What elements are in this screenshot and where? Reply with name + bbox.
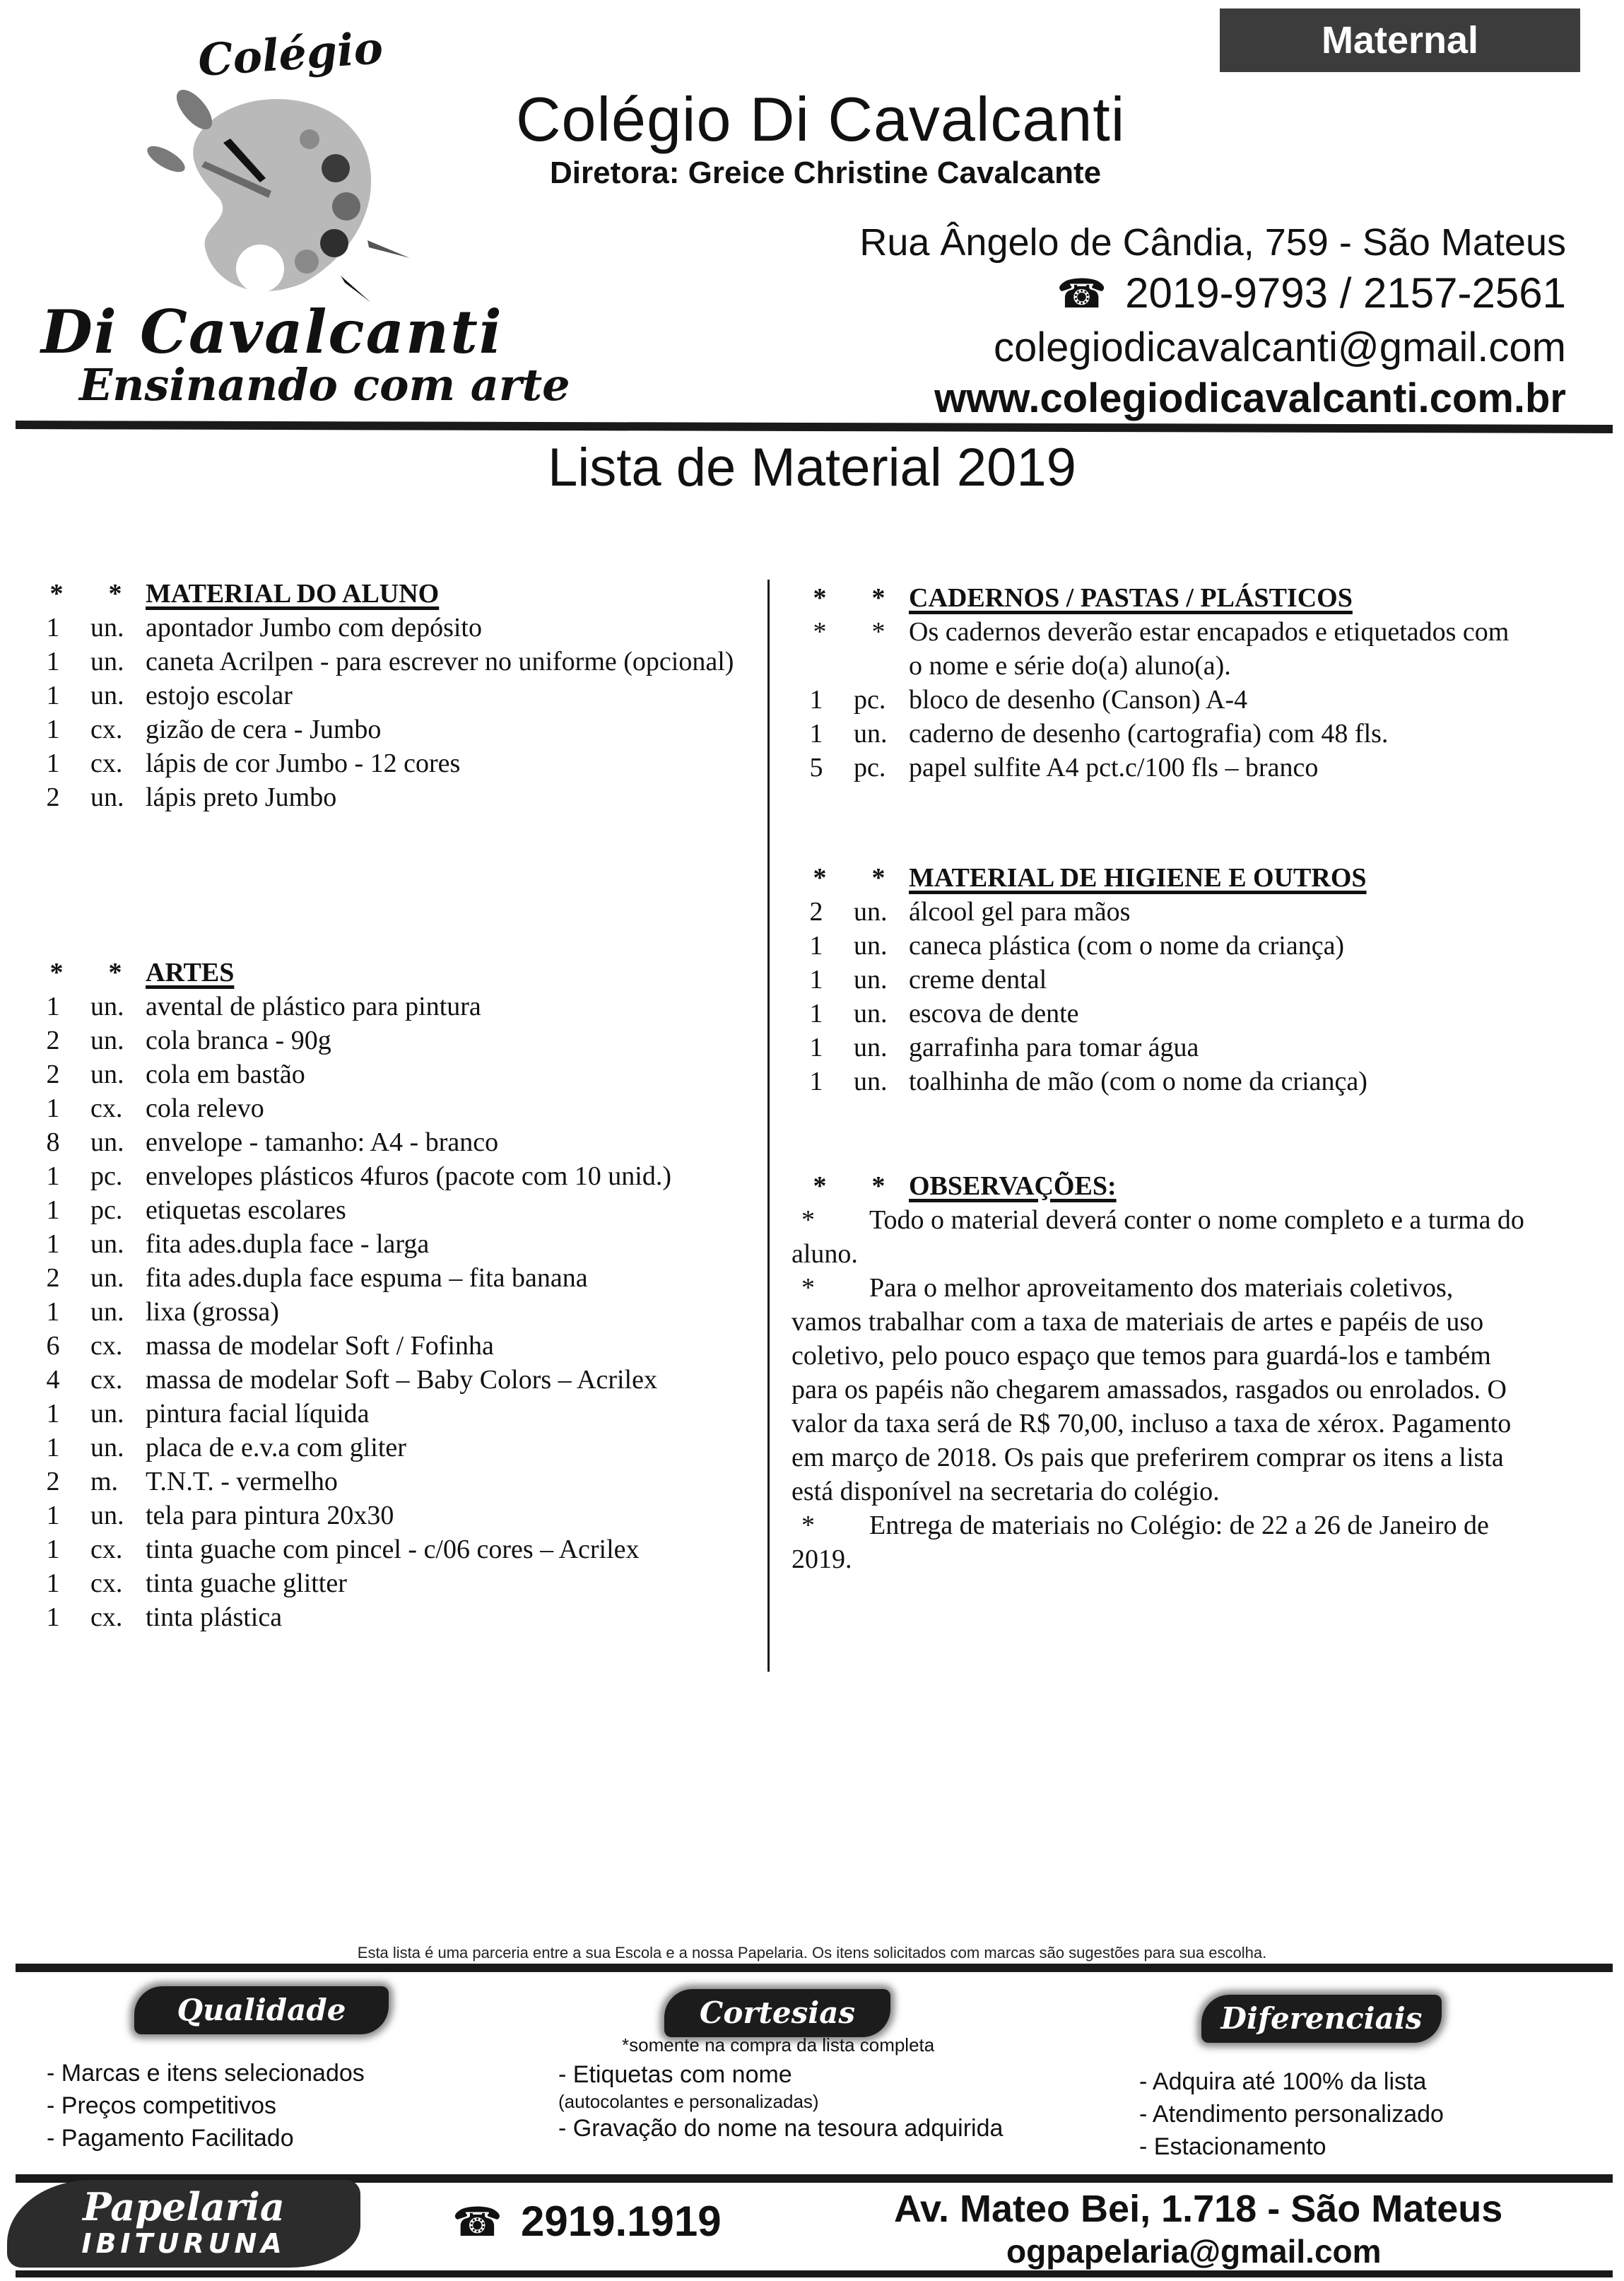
list-item [28, 746, 756, 780]
phone-numbers: 2019-9793 / 2157-2561 [1125, 269, 1566, 317]
bullet-icon: * [49, 579, 64, 609]
store-divider-bottom [16, 2270, 1613, 2277]
perk-item: - Adquira até 100% da lista [1139, 2068, 1427, 2095]
section-header-aluno [28, 577, 756, 611]
bullet-icon: * [871, 617, 885, 647]
item-unit: cx. [90, 1365, 123, 1395]
school-email[interactable]: colegiodicavalcanti@gmail.com [993, 324, 1566, 370]
list-item [28, 1600, 756, 1634]
list-artes [28, 990, 756, 1634]
list-item [792, 929, 1526, 963]
list-item [28, 679, 756, 713]
item-description: avental de plástico para pintura [146, 992, 481, 1021]
list-item [28, 1363, 756, 1397]
perk-item: - Atendimento personalizado [1139, 2101, 1444, 2128]
item-unit: un. [854, 999, 888, 1028]
item-unit: pc. [854, 685, 886, 715]
cortesias-list [558, 2058, 1003, 2145]
left-column [28, 577, 756, 1634]
item-quantity: 1 [46, 1229, 60, 1259]
item-quantity: 2 [46, 782, 60, 812]
list-item [28, 990, 756, 1024]
section-title: CADERNOS / PASTAS / PLÁSTICOS [909, 583, 1353, 613]
item-description: etiquetas escolares [146, 1195, 346, 1225]
item-description: caderno de desenho (cartografia) com 48 fls. [909, 719, 1389, 749]
bullet-icon: * [871, 863, 885, 893]
item-quantity: 2 [46, 1060, 60, 1089]
item-description: envelopes plásticos 4furos (pacote com 10 unid.) [146, 1161, 671, 1191]
list-item [28, 1397, 756, 1431]
item-unit: un. [854, 965, 888, 995]
section-header-artes [28, 956, 756, 990]
list-item [28, 1295, 756, 1329]
list-item [28, 1024, 756, 1057]
item-description: caneca plástica (com o nome da criança) [909, 931, 1345, 961]
item-quantity: 4 [46, 1365, 60, 1395]
list-item [28, 1566, 756, 1600]
bullet-icon: * [813, 1171, 827, 1201]
item-unit: un. [90, 647, 124, 676]
store-phone-number: 2919.1919 [521, 2198, 722, 2245]
item-quantity: 1 [46, 1399, 60, 1429]
item-unit: pc. [854, 753, 886, 782]
item-description: T.N.T. - vermelho [146, 1467, 338, 1496]
item-unit: m. [90, 1467, 119, 1496]
item-quantity: 1 [46, 1535, 60, 1564]
item-quantity: 1 [46, 1195, 60, 1225]
page-title: Lista de Material 2019 [548, 438, 1076, 498]
list-item [28, 1227, 756, 1261]
item-unit: cx. [90, 1568, 123, 1598]
item-quantity: 1 [809, 1067, 823, 1096]
section-header-cadernos [792, 581, 1526, 615]
list-item [28, 1057, 756, 1091]
item-description: bloco de desenho (Canson) A-4 [909, 685, 1248, 715]
item-description: gizão de cera - Jumbo [146, 715, 382, 744]
item-quantity: 1 [809, 1033, 823, 1062]
section-title: MATERIAL DO ALUNO [146, 579, 440, 609]
bullet-icon: * [813, 583, 827, 613]
bullet-icon: * [108, 958, 122, 987]
item-quantity: 8 [46, 1127, 60, 1157]
director-name: Diretora: Greice Christine Cavalcante [550, 156, 1102, 190]
item-unit: un. [854, 719, 888, 749]
item-quantity: 1 [46, 1501, 60, 1530]
item-quantity: 5 [809, 753, 823, 782]
diferenciais-list [1139, 2065, 1444, 2163]
list-higiene [792, 895, 1526, 1098]
item-unit: cx. [90, 1331, 123, 1361]
store-email[interactable]: ogpapelaria@gmail.com [1006, 2233, 1382, 2270]
item-description: fita ades.dupla face - larga [146, 1229, 430, 1259]
item-unit: un. [90, 681, 124, 710]
perk-item: - Estacionamento [1139, 2133, 1326, 2160]
item-description: lápis preto Jumbo [146, 782, 337, 812]
item-unit: un. [854, 897, 888, 927]
item-unit: un. [90, 1026, 124, 1055]
item-quantity: 1 [46, 647, 60, 676]
item-quantity: 1 [46, 1161, 60, 1191]
bullet-icon: * [801, 1205, 815, 1235]
right-column [792, 581, 1526, 1576]
note-text: Os cadernos deverão estar encapados e etiquetados com o nome e série do(a) aluno(a). [909, 617, 1510, 681]
item-description: tinta plástica [146, 1602, 283, 1632]
item-unit: un. [90, 1060, 124, 1089]
list-item [28, 1091, 756, 1125]
item-quantity: 1 [46, 613, 60, 643]
observation-text: Para o melhor aproveitamento dos materiais coletivos, vamos trabalhar com a taxa de materiais de artes e papéis de uso coletivo, pelo pouco espaço que temos para guardá-los e também para os papéis não chegarem amassados, rasgados ou enrolados. O valor da taxa será de R$ 70,00, incluso a taxa de xérox. Pagamento em março de 2018. Os pais que preferirem comprar os itens a lista está disponível na secretaria do colégio. [792, 1273, 1512, 1506]
section-header-observacoes [792, 1169, 1526, 1203]
list-item [28, 1193, 756, 1227]
observation-text: Todo o material deverá conter o nome completo e a turma do aluno. [792, 1205, 1524, 1269]
cadernos-note [792, 615, 1526, 683]
section-title: OBSERVAÇÕES: [909, 1171, 1117, 1201]
paint-palette-icon [134, 71, 417, 304]
item-quantity: 1 [809, 685, 823, 715]
item-quantity: 2 [46, 1026, 60, 1055]
item-quantity: 1 [46, 715, 60, 744]
list-item [792, 997, 1526, 1031]
item-unit: un. [90, 613, 124, 643]
item-unit: un. [90, 1127, 124, 1157]
item-quantity: 1 [809, 999, 823, 1028]
grade-badge: Maternal [1220, 8, 1580, 72]
bullet-icon: * [813, 863, 827, 893]
item-unit: cx. [90, 715, 123, 744]
list-item [28, 1499, 756, 1532]
bullet-icon: * [108, 579, 122, 609]
school-address: Rua Ângelo de Cândia, 759 - São Mateus [859, 221, 1566, 264]
item-unit: pc. [90, 1195, 123, 1225]
list-cadernos [792, 683, 1526, 785]
perk-item: - Pagamento Facilitado [47, 2125, 294, 2152]
bullet-icon: * [871, 583, 885, 613]
perk-item: - Gravação do nome na tesoura adquirida [558, 2115, 1004, 2142]
partner-note: Esta lista é uma parceria entre a sua Escola e a nossa Papelaria. Os itens solicitados com marcas são sugestões para sua escolha. [357, 1944, 1267, 1962]
list-item [792, 683, 1526, 717]
item-unit: un. [90, 1263, 124, 1293]
list-item [792, 1031, 1526, 1065]
logo-bottom-text: Di Cavalcanti [41, 297, 503, 367]
bullet-icon: * [871, 1171, 885, 1201]
item-quantity: 1 [809, 719, 823, 749]
item-description: placa de e.v.a com gliter [146, 1433, 406, 1462]
cortesias-banner: Cortesias [664, 1989, 890, 2037]
item-description: papel sulfite A4 pct.c/100 fls – branco [909, 753, 1319, 782]
cortesias-note: *somente na compra da lista completa [622, 2034, 935, 2056]
item-unit: un. [90, 1297, 124, 1327]
item-description: cola relevo [146, 1093, 264, 1123]
item-unit: un. [90, 1433, 124, 1462]
perk-item: - Preços competitivos [47, 2092, 276, 2119]
item-unit: un. [854, 1067, 888, 1096]
store-logo [7, 2180, 360, 2268]
list-item [28, 713, 756, 746]
observation-text: Entrega de materiais no Colégio: de 22 a 26 de Janeiro de 2019. [792, 1511, 1489, 1574]
item-unit: un. [90, 1501, 124, 1530]
store-name-sub: IBITURUNA [81, 2228, 286, 2259]
item-quantity: 1 [46, 1433, 60, 1462]
bullet-icon: * [801, 1511, 815, 1540]
list-item [28, 1159, 756, 1193]
item-quantity: 1 [46, 1568, 60, 1598]
item-description: lápis de cor Jumbo - 12 cores [146, 749, 461, 778]
item-quantity: 1 [809, 965, 823, 995]
list-aluno [28, 611, 756, 814]
item-quantity: 6 [46, 1331, 60, 1361]
item-description: garrafinha para tomar água [909, 1033, 1199, 1062]
item-description: toalhinha de mão (com o nome da criança) [909, 1067, 1367, 1096]
item-quantity: 1 [46, 1093, 60, 1123]
store-name: Papelaria [83, 2184, 285, 2229]
list-item [792, 963, 1526, 997]
qualidade-list [47, 2057, 365, 2154]
item-description: apontador Jumbo com depósito [146, 613, 482, 643]
list-item [28, 1261, 756, 1295]
item-unit: un. [90, 782, 124, 812]
item-unit: cx. [90, 1602, 123, 1632]
column-divider [767, 580, 770, 1672]
item-unit: cx. [90, 1535, 123, 1564]
item-description: lixa (grossa) [146, 1297, 279, 1327]
item-unit: un. [90, 1399, 124, 1429]
bullet-icon: * [813, 617, 827, 647]
store-phone [452, 2197, 722, 2246]
item-quantity: 2 [809, 897, 823, 927]
item-quantity: 1 [46, 992, 60, 1021]
item-description: tela para pintura 20x30 [146, 1501, 394, 1530]
list-item [792, 895, 1526, 929]
store-address: Av. Mateo Bei, 1.718 - São Mateus [894, 2188, 1503, 2230]
list-item [28, 1532, 756, 1566]
item-unit: un. [90, 1229, 124, 1259]
item-description: cola em bastão [146, 1060, 305, 1089]
item-description: escova de dente [909, 999, 1079, 1028]
section-header-higiene [792, 861, 1526, 895]
item-quantity: 2 [46, 1467, 60, 1496]
item-unit: cx. [90, 1093, 123, 1123]
item-description: fita ades.dupla face espuma – fita banana [146, 1263, 588, 1293]
section-title: ARTES [146, 958, 235, 987]
bullet-icon: * [49, 958, 64, 987]
item-quantity: 2 [46, 1263, 60, 1293]
list-item [792, 1065, 1526, 1098]
qualidade-banner: Qualidade [134, 1986, 389, 2034]
item-quantity: 1 [46, 749, 60, 778]
list-item [792, 717, 1526, 751]
logo-top-text: Colégio [196, 21, 385, 87]
logo-tagline: Ensinando com arte [79, 359, 570, 411]
school-website[interactable]: www.colegiodicavalcanti.com.br [934, 375, 1566, 421]
school-name: Colégio Di Cavalcanti [516, 84, 1126, 154]
item-description: tinta guache glitter [146, 1568, 347, 1598]
telephone-icon: ☎ [452, 2200, 502, 2245]
observation-paragraph [792, 1271, 1526, 1508]
observations [792, 1203, 1526, 1576]
item-quantity: 1 [809, 931, 823, 961]
item-quantity: 1 [46, 681, 60, 710]
item-description: massa de modelar Soft / Fofinha [146, 1331, 494, 1361]
perk-subnote: (autocolantes e personalizadas) [558, 2091, 819, 2112]
school-phones [1057, 269, 1566, 317]
item-description: caneta Acrilpen - para escrever no uniforme (opcional) [146, 647, 734, 676]
observation-paragraph [792, 1203, 1526, 1271]
item-unit: un. [854, 1033, 888, 1062]
item-unit: cx. [90, 749, 123, 778]
item-description: tinta guache com pincel - c/06 cores – Acrilex [146, 1535, 640, 1564]
observation-paragraph [792, 1508, 1526, 1576]
item-unit: un. [854, 931, 888, 961]
list-item [28, 1431, 756, 1465]
item-unit: pc. [90, 1161, 123, 1191]
item-description: estojo escolar [146, 681, 293, 710]
section-title: MATERIAL DE HIGIENE E OUTROS [909, 863, 1367, 893]
perk-item: - Marcas e itens selecionados [47, 2060, 365, 2087]
item-unit: un. [90, 992, 124, 1021]
item-description: creme dental [909, 965, 1047, 995]
item-description: álcool gel para mãos [909, 897, 1131, 927]
item-description: envelope - tamanho: A4 - branco [146, 1127, 499, 1157]
bullet-icon: * [801, 1273, 815, 1303]
list-item [28, 1125, 756, 1159]
list-item [792, 751, 1526, 785]
list-item [28, 1465, 756, 1499]
list-item [28, 780, 756, 814]
item-description: massa de modelar Soft – Baby Colors – Acrilex [146, 1365, 657, 1395]
item-quantity: 1 [46, 1602, 60, 1632]
list-item [28, 1329, 756, 1363]
header-divider [16, 421, 1613, 433]
diferenciais-banner: Diferenciais [1201, 1995, 1442, 2043]
list-item [28, 645, 756, 679]
perk-item: - Etiquetas com nome [558, 2061, 792, 2088]
list-item [28, 611, 756, 645]
telephone-icon: ☎ [1057, 271, 1107, 317]
footer-divider [16, 1964, 1613, 1972]
item-description: cola branca - 90g [146, 1026, 331, 1055]
item-description: pintura facial líquida [146, 1399, 370, 1429]
item-quantity: 1 [46, 1297, 60, 1327]
